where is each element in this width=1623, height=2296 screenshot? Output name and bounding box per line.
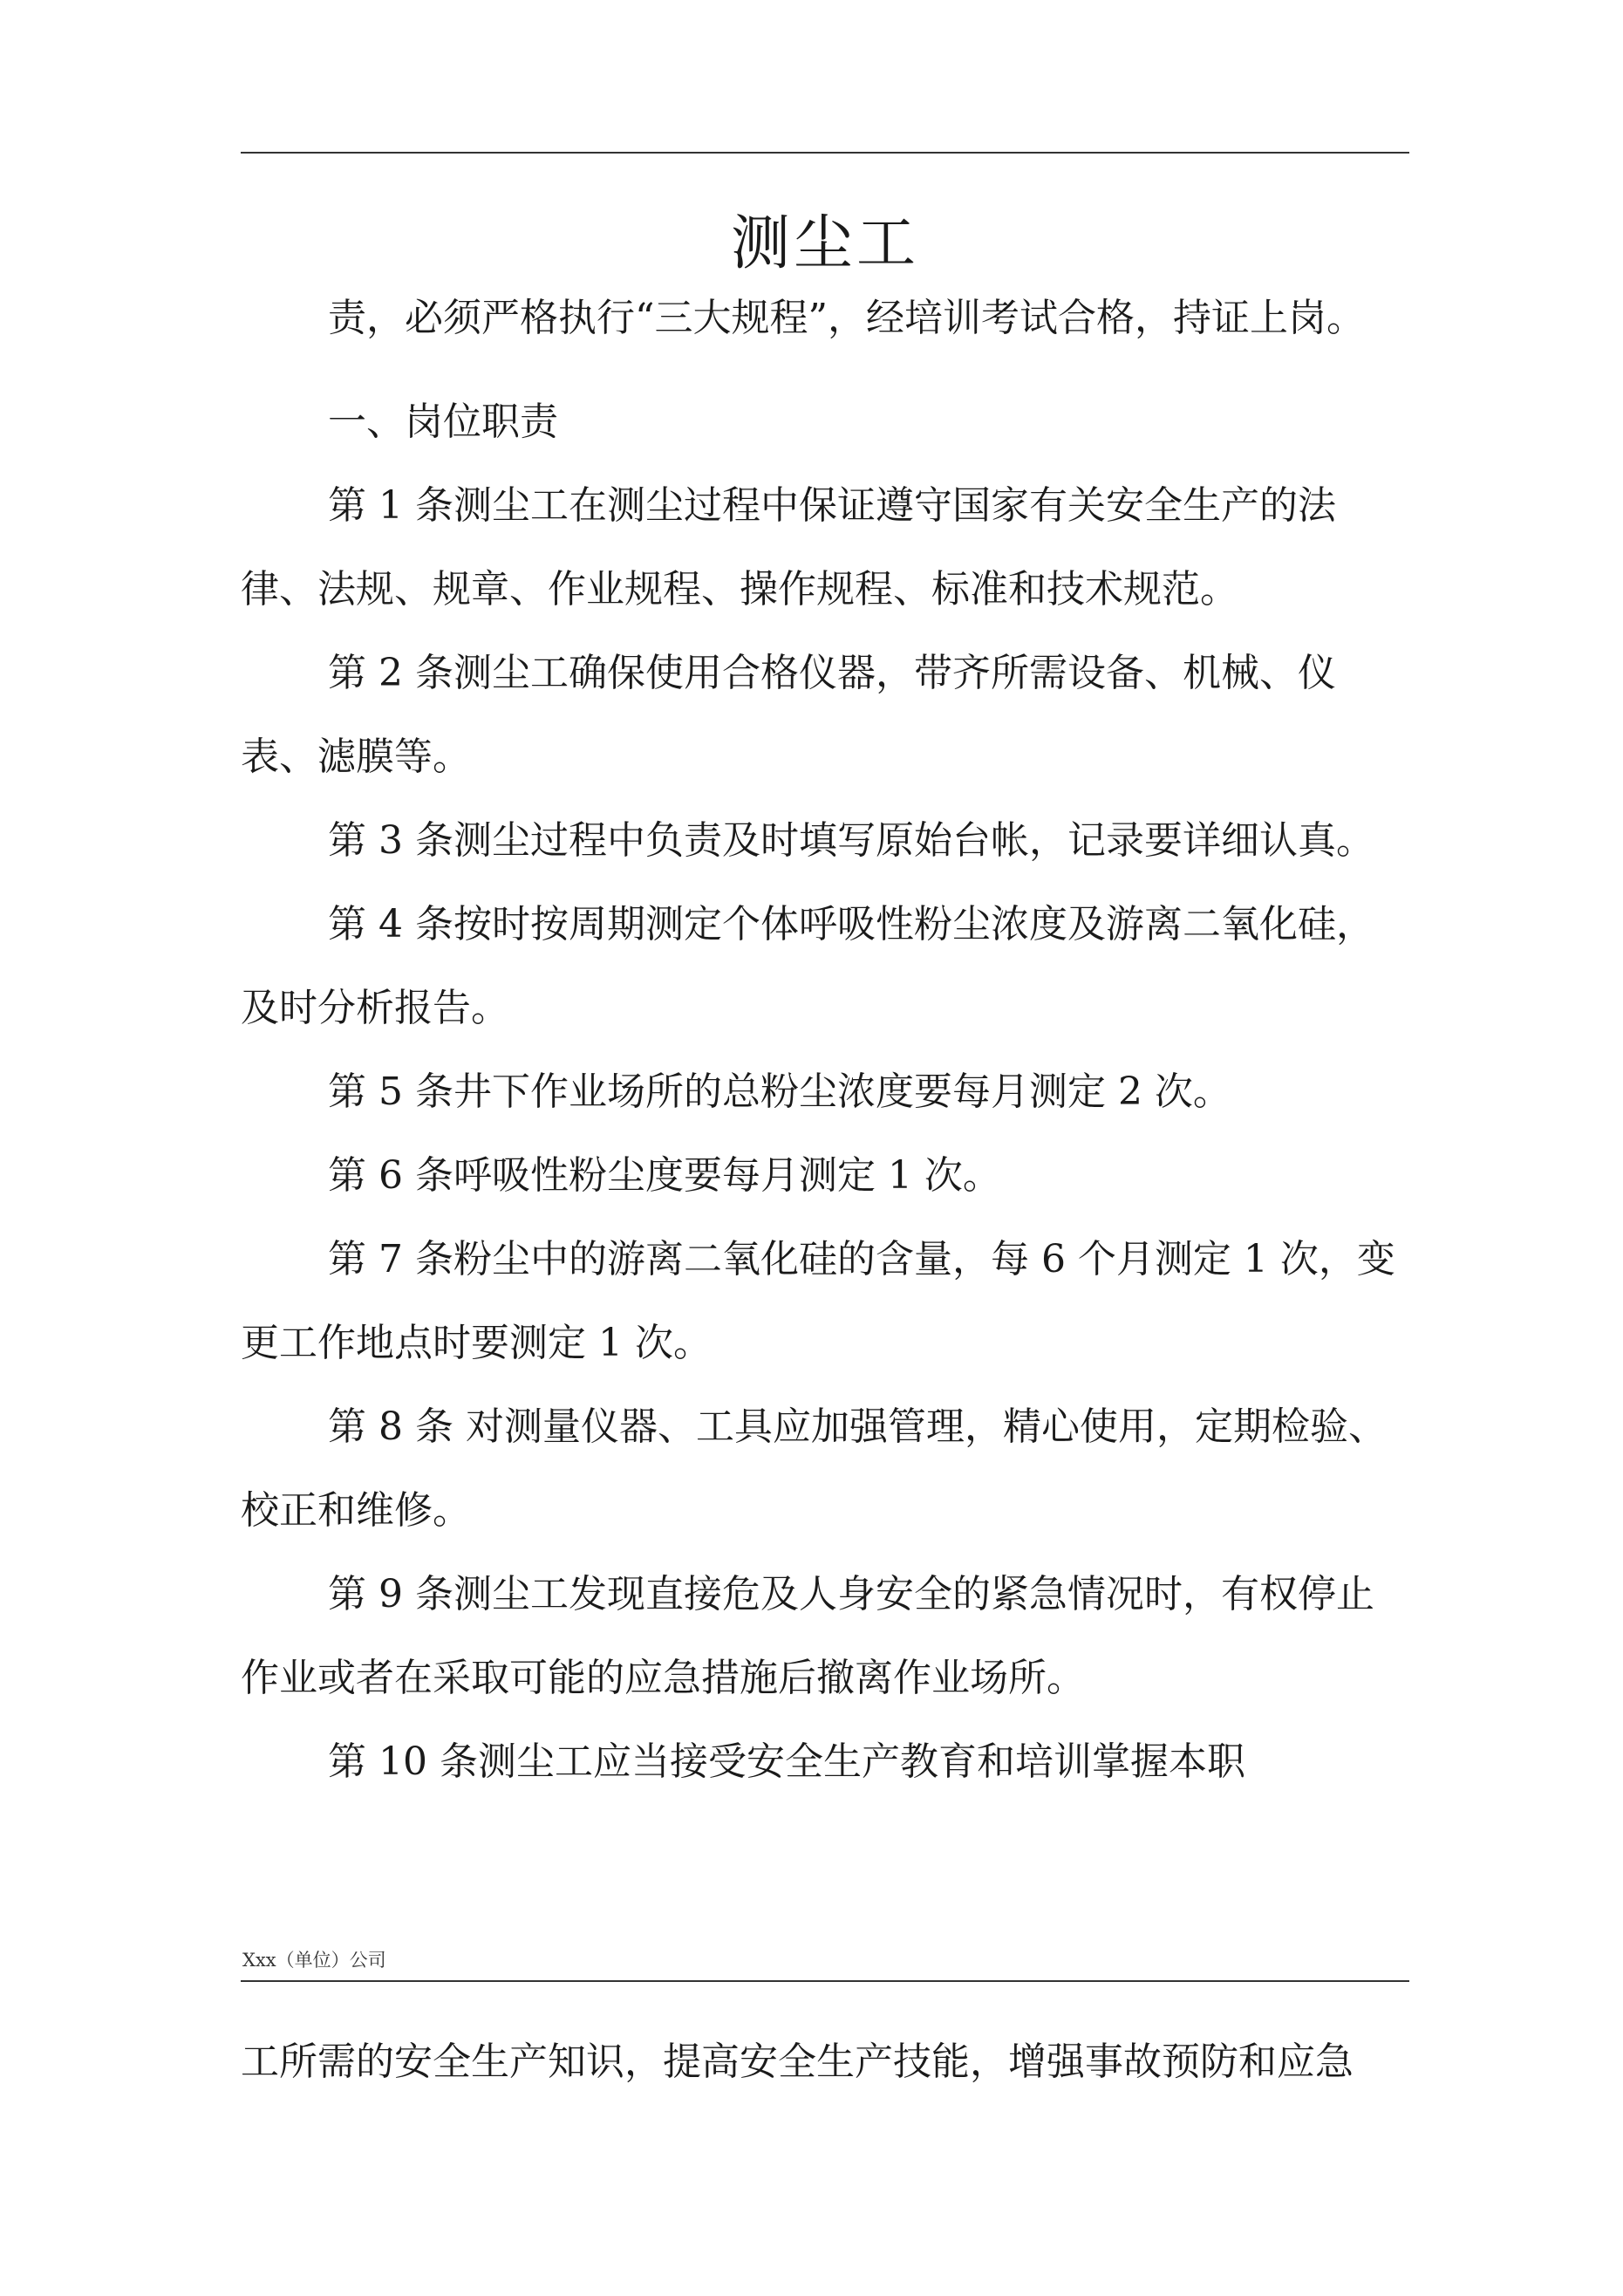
- document-body: [241, 297, 1409, 1804]
- paragraph-article-1: 第 1 条测尘工在测尘过程中保证遵守国家有关安全生产的法律、法规、规章、作业规程、操作规程、标准和技术规范。: [241, 483, 1336, 612]
- paragraph-article-6: 第 6 条呼吸性粉尘度要每月测定 1 次。: [328, 1153, 1001, 1198]
- section-heading: 一、岗位职责: [328, 400, 558, 444]
- paragraph-article-2: 第 2 条测尘工确保使用合格仪器，带齐所需设备、机械、仪表、滤膜等。: [241, 651, 1336, 779]
- paragraph-article-5: 第 5 条井下作业场所的总粉尘浓度要每月测定 2 次。: [328, 1069, 1231, 1114]
- paragraph-article-8: 第 8 条 对测量仪器、工具应加强管理，精心使用，定期检验、校正和维修。: [241, 1404, 1387, 1533]
- paragraph-article-4: 第 4 条按时按周期测定个体呼吸性粉尘浓度及游离二氧化硅，及时分析报告。: [241, 902, 1374, 1030]
- footer-rule: [241, 1980, 1409, 1982]
- document-title: 测尘工: [730, 209, 919, 278]
- paragraph-article-7: 第 7 条粉尘中的游离二氧化硅的含量，每 6 个月测定 1 次，变更工作地点时要测定 1 次。: [241, 1237, 1395, 1365]
- paragraph-intro: 责，必须严格执行“三大规程”，经培训考试合格，持证上岗。: [328, 296, 1365, 340]
- paragraph-article-9: 第 9 条测尘工发现直接危及人身安全的紧急情况时，有权停止作业或者在采取可能的应急措施后撤离作业场所。: [241, 1572, 1374, 1700]
- header-rule: [241, 152, 1409, 154]
- paragraph-article-3: 第 3 条测尘过程中负责及时填写原始台帐，记录要详细认真。: [328, 818, 1374, 863]
- footer-company: Xxx（单位）公司: [242, 1950, 386, 1971]
- next-page-text: 工所需的安全生产知识，提高安全生产技能，增强事故预防和应急: [241, 2040, 1354, 2084]
- paragraph-article-10: 第 10 条测尘工应当接受安全生产教育和培训掌握本职: [328, 1739, 1245, 1784]
